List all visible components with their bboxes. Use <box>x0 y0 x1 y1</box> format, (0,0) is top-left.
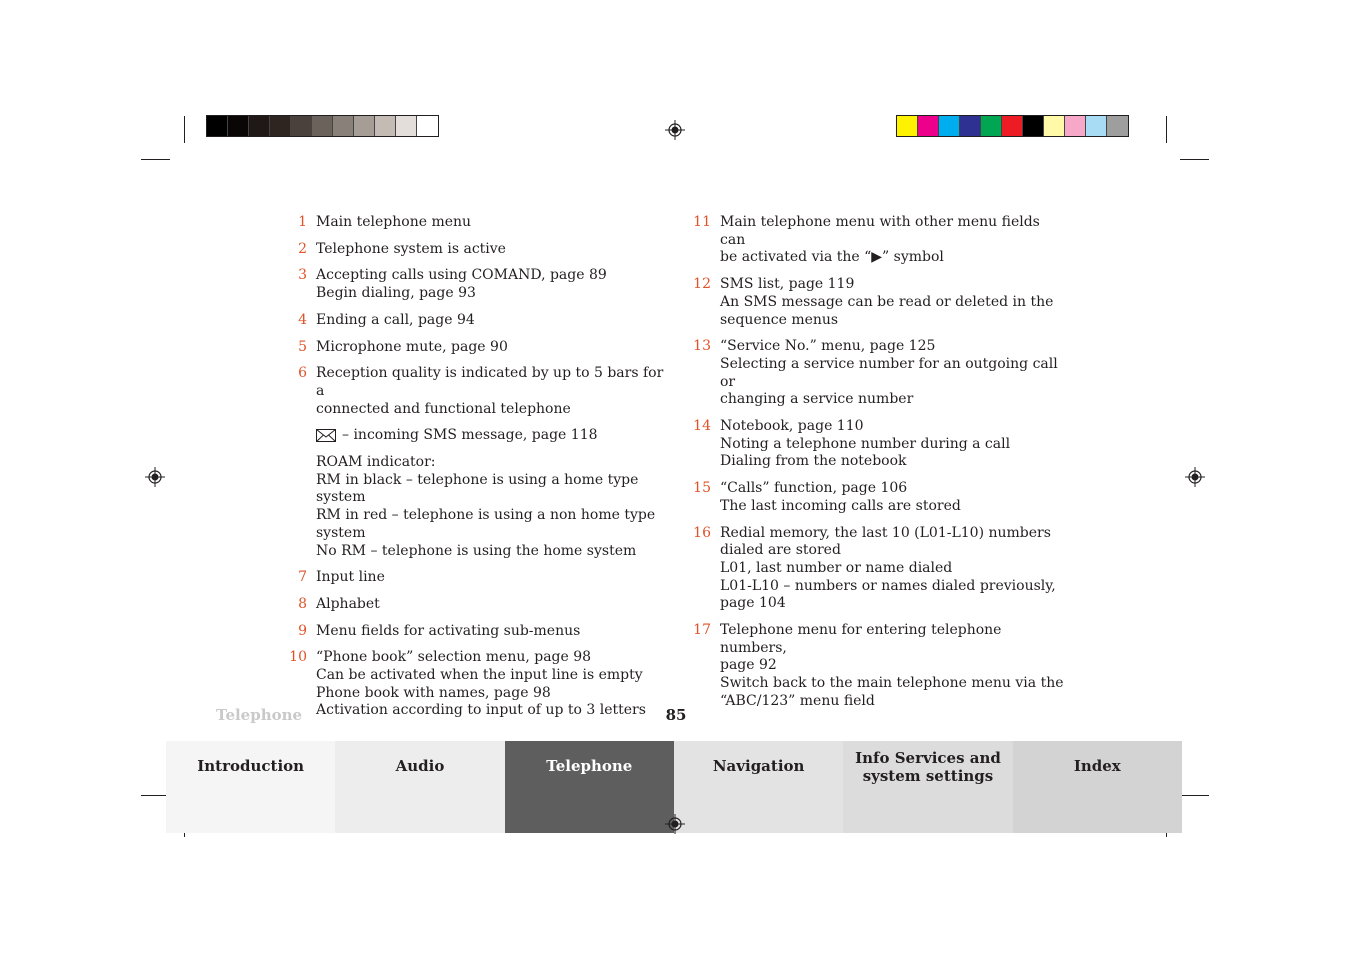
legend-item <box>685 480 1065 515</box>
crop-mark <box>184 116 185 143</box>
color-swatch <box>312 116 333 136</box>
color-swatch <box>1065 116 1086 136</box>
grayscale-color-bar <box>206 115 439 137</box>
tab-index[interactable]: Index <box>1013 741 1182 833</box>
legend-line: The last incoming calls are stored <box>720 497 961 514</box>
color-swatch <box>1044 116 1065 136</box>
registration-mark-icon <box>145 467 165 487</box>
color-swatch <box>981 116 1002 136</box>
color-swatch <box>354 116 375 136</box>
legend-line: changing a service number <box>720 391 914 408</box>
legend-line: Telephone system is active <box>316 240 506 257</box>
color-swatch <box>375 116 396 136</box>
color-swatch <box>897 116 918 136</box>
legend-item <box>281 312 671 330</box>
legend-line: An SMS message can be read or deleted in the <box>720 293 1054 310</box>
legend-text <box>720 338 1065 409</box>
tab-info[interactable]: Info Services and system settings <box>843 741 1012 833</box>
color-swatch <box>228 116 249 136</box>
legend-line: page 92 <box>720 657 777 674</box>
crop-mark <box>1180 795 1209 796</box>
legend-text <box>316 241 506 259</box>
legend-line: SMS list, page 119 <box>720 276 855 293</box>
legend-line: Reception quality is indicated by up to 5 bars for a <box>316 365 664 399</box>
legend-number: 2 <box>298 240 307 257</box>
legend-line: page 104 <box>720 595 786 612</box>
legend-item <box>281 214 671 232</box>
legend-line: Ending a call, page 94 <box>316 311 475 328</box>
color-swatch <box>417 116 438 136</box>
crop-mark <box>141 159 170 160</box>
legend-text <box>316 312 475 330</box>
legend-number: 15 <box>693 480 711 497</box>
color-swatch <box>333 116 354 136</box>
roam-line: No RM – telephone is using the home system <box>316 542 637 559</box>
legend-line: “Calls” function, page 106 <box>720 480 908 497</box>
roam-line: ROAM indicator: <box>316 454 436 471</box>
legend-item <box>685 525 1065 614</box>
legend-text <box>316 214 471 232</box>
legend-line: Activation according to input of up to 3 letters <box>316 702 646 719</box>
legend-item <box>685 622 1065 711</box>
legend-text <box>720 276 1053 329</box>
legend-line: “Phone book” selection menu, page 98 <box>316 649 592 666</box>
process-color-bar <box>896 115 1129 137</box>
legend-right-column <box>685 214 1065 720</box>
legend-number: 4 <box>298 311 307 328</box>
legend-text <box>316 365 671 418</box>
legend-number: 6 <box>298 365 307 382</box>
tab-intro[interactable]: Introduction <box>166 741 335 833</box>
legend-line: dialed are stored <box>720 542 841 559</box>
legend-text <box>316 596 380 614</box>
legend-line: Begin dialing, page 93 <box>316 285 476 302</box>
legend-line: Dialing from the notebook <box>720 453 907 470</box>
legend-line: L01-L10 – numbers or names dialed previously, <box>720 577 1056 594</box>
envelope-icon <box>316 429 336 442</box>
legend-text <box>316 569 385 587</box>
color-swatch <box>270 116 291 136</box>
registration-mark-icon <box>1185 467 1205 487</box>
legend-number: 8 <box>298 595 307 612</box>
tab-tele[interactable]: Telephone <box>505 741 674 833</box>
legend-number: 10 <box>289 649 307 666</box>
legend-item <box>685 214 1065 267</box>
legend-number: 7 <box>298 569 307 586</box>
legend-item <box>281 339 671 357</box>
legend-text <box>316 649 646 720</box>
legend-number: 11 <box>693 214 711 230</box>
legend-line: Telephone menu for entering telephone numbers, <box>720 622 1002 656</box>
legend-text <box>316 267 607 302</box>
legend-line: Menu fields for activating sub-menus <box>316 622 581 639</box>
legend-item <box>281 569 671 587</box>
legend-line: “Service No.” menu, page 125 <box>720 338 936 355</box>
legend-item <box>281 649 671 720</box>
legend-number: 1 <box>298 214 307 230</box>
footer-section-title: Telephone <box>216 706 303 724</box>
legend-text <box>316 339 508 357</box>
tab-nav[interactable]: Navigation <box>674 741 843 833</box>
legend-number: 9 <box>298 622 307 639</box>
legend-line: Main telephone menu <box>316 214 472 230</box>
color-swatch <box>291 116 312 136</box>
roam-line: RM in red – telephone is using a non home type <box>316 507 656 524</box>
legend-line: be activated via the “▶” symbol <box>720 249 944 266</box>
color-swatch <box>396 116 417 136</box>
legend-line: Alphabet <box>316 595 380 612</box>
legend-number: 5 <box>298 338 307 355</box>
legend-item <box>281 267 671 302</box>
legend-number: 14 <box>693 418 711 435</box>
legend-line: connected and functional telephone <box>316 400 571 417</box>
registration-mark-icon <box>665 814 685 834</box>
legend-line: Switch back to the main telephone menu via the <box>720 675 1064 692</box>
legend-text <box>316 623 580 641</box>
legend-left-column <box>281 214 671 729</box>
legend-line: “ABC/123” menu field <box>720 692 875 709</box>
color-swatch <box>1086 116 1107 136</box>
legend-item <box>685 418 1065 471</box>
roam-line: RM in black – telephone is using a home type system <box>316 471 639 506</box>
legend-line: Noting a telephone number during a call <box>720 435 1011 452</box>
legend-line: Accepting calls using COMAND, page 89 <box>316 267 607 284</box>
roam-line: system <box>316 524 366 541</box>
color-swatch <box>1107 116 1128 136</box>
legend-number: 13 <box>693 338 711 355</box>
legend-line: Main telephone menu with other menu fields can <box>720 214 1040 248</box>
sms-note-text: – incoming SMS message, page 118 <box>342 427 598 444</box>
crop-mark <box>1166 116 1167 143</box>
registration-mark-icon <box>665 120 685 140</box>
legend-line: Phone book with names, page 98 <box>316 684 551 701</box>
sms-note <box>316 427 671 445</box>
legend-line: Can be activated when the input line is empty <box>316 667 643 684</box>
crop-mark <box>1180 159 1209 160</box>
legend-item <box>281 596 671 614</box>
color-swatch <box>960 116 981 136</box>
page-number: 85 <box>665 706 687 724</box>
legend-line: Notebook, page 110 <box>720 418 864 435</box>
legend-text <box>720 622 1065 711</box>
color-swatch <box>1002 116 1023 136</box>
legend-item <box>281 365 671 418</box>
legend-text <box>720 525 1056 614</box>
legend-item <box>281 241 671 259</box>
legend-line: Input line <box>316 569 385 586</box>
color-swatch <box>1023 116 1044 136</box>
legend-item <box>281 623 671 641</box>
legend-line: Microphone mute, page 90 <box>316 338 508 355</box>
legend-line: L01, last number or name dialed <box>720 559 953 576</box>
legend-line: sequence menus <box>720 311 839 328</box>
legend-number: 17 <box>693 622 711 639</box>
color-swatch <box>918 116 939 136</box>
color-swatch <box>207 116 228 136</box>
legend-text <box>720 418 1010 471</box>
roam-indicator <box>316 454 671 560</box>
legend-item <box>685 338 1065 409</box>
legend-number: 12 <box>693 276 711 293</box>
legend-line: Redial memory, the last 10 (L01-L10) numbers <box>720 524 1051 541</box>
color-swatch <box>249 116 270 136</box>
color-swatch <box>939 116 960 136</box>
legend-text <box>720 480 961 515</box>
legend-item <box>685 276 1065 329</box>
legend-number: 3 <box>298 267 307 284</box>
legend-number: 16 <box>693 524 711 541</box>
tab-audio[interactable]: Audio <box>335 741 504 833</box>
legend-line: Selecting a service number for an outgoing call or <box>720 355 1058 390</box>
legend-text <box>720 214 1065 267</box>
